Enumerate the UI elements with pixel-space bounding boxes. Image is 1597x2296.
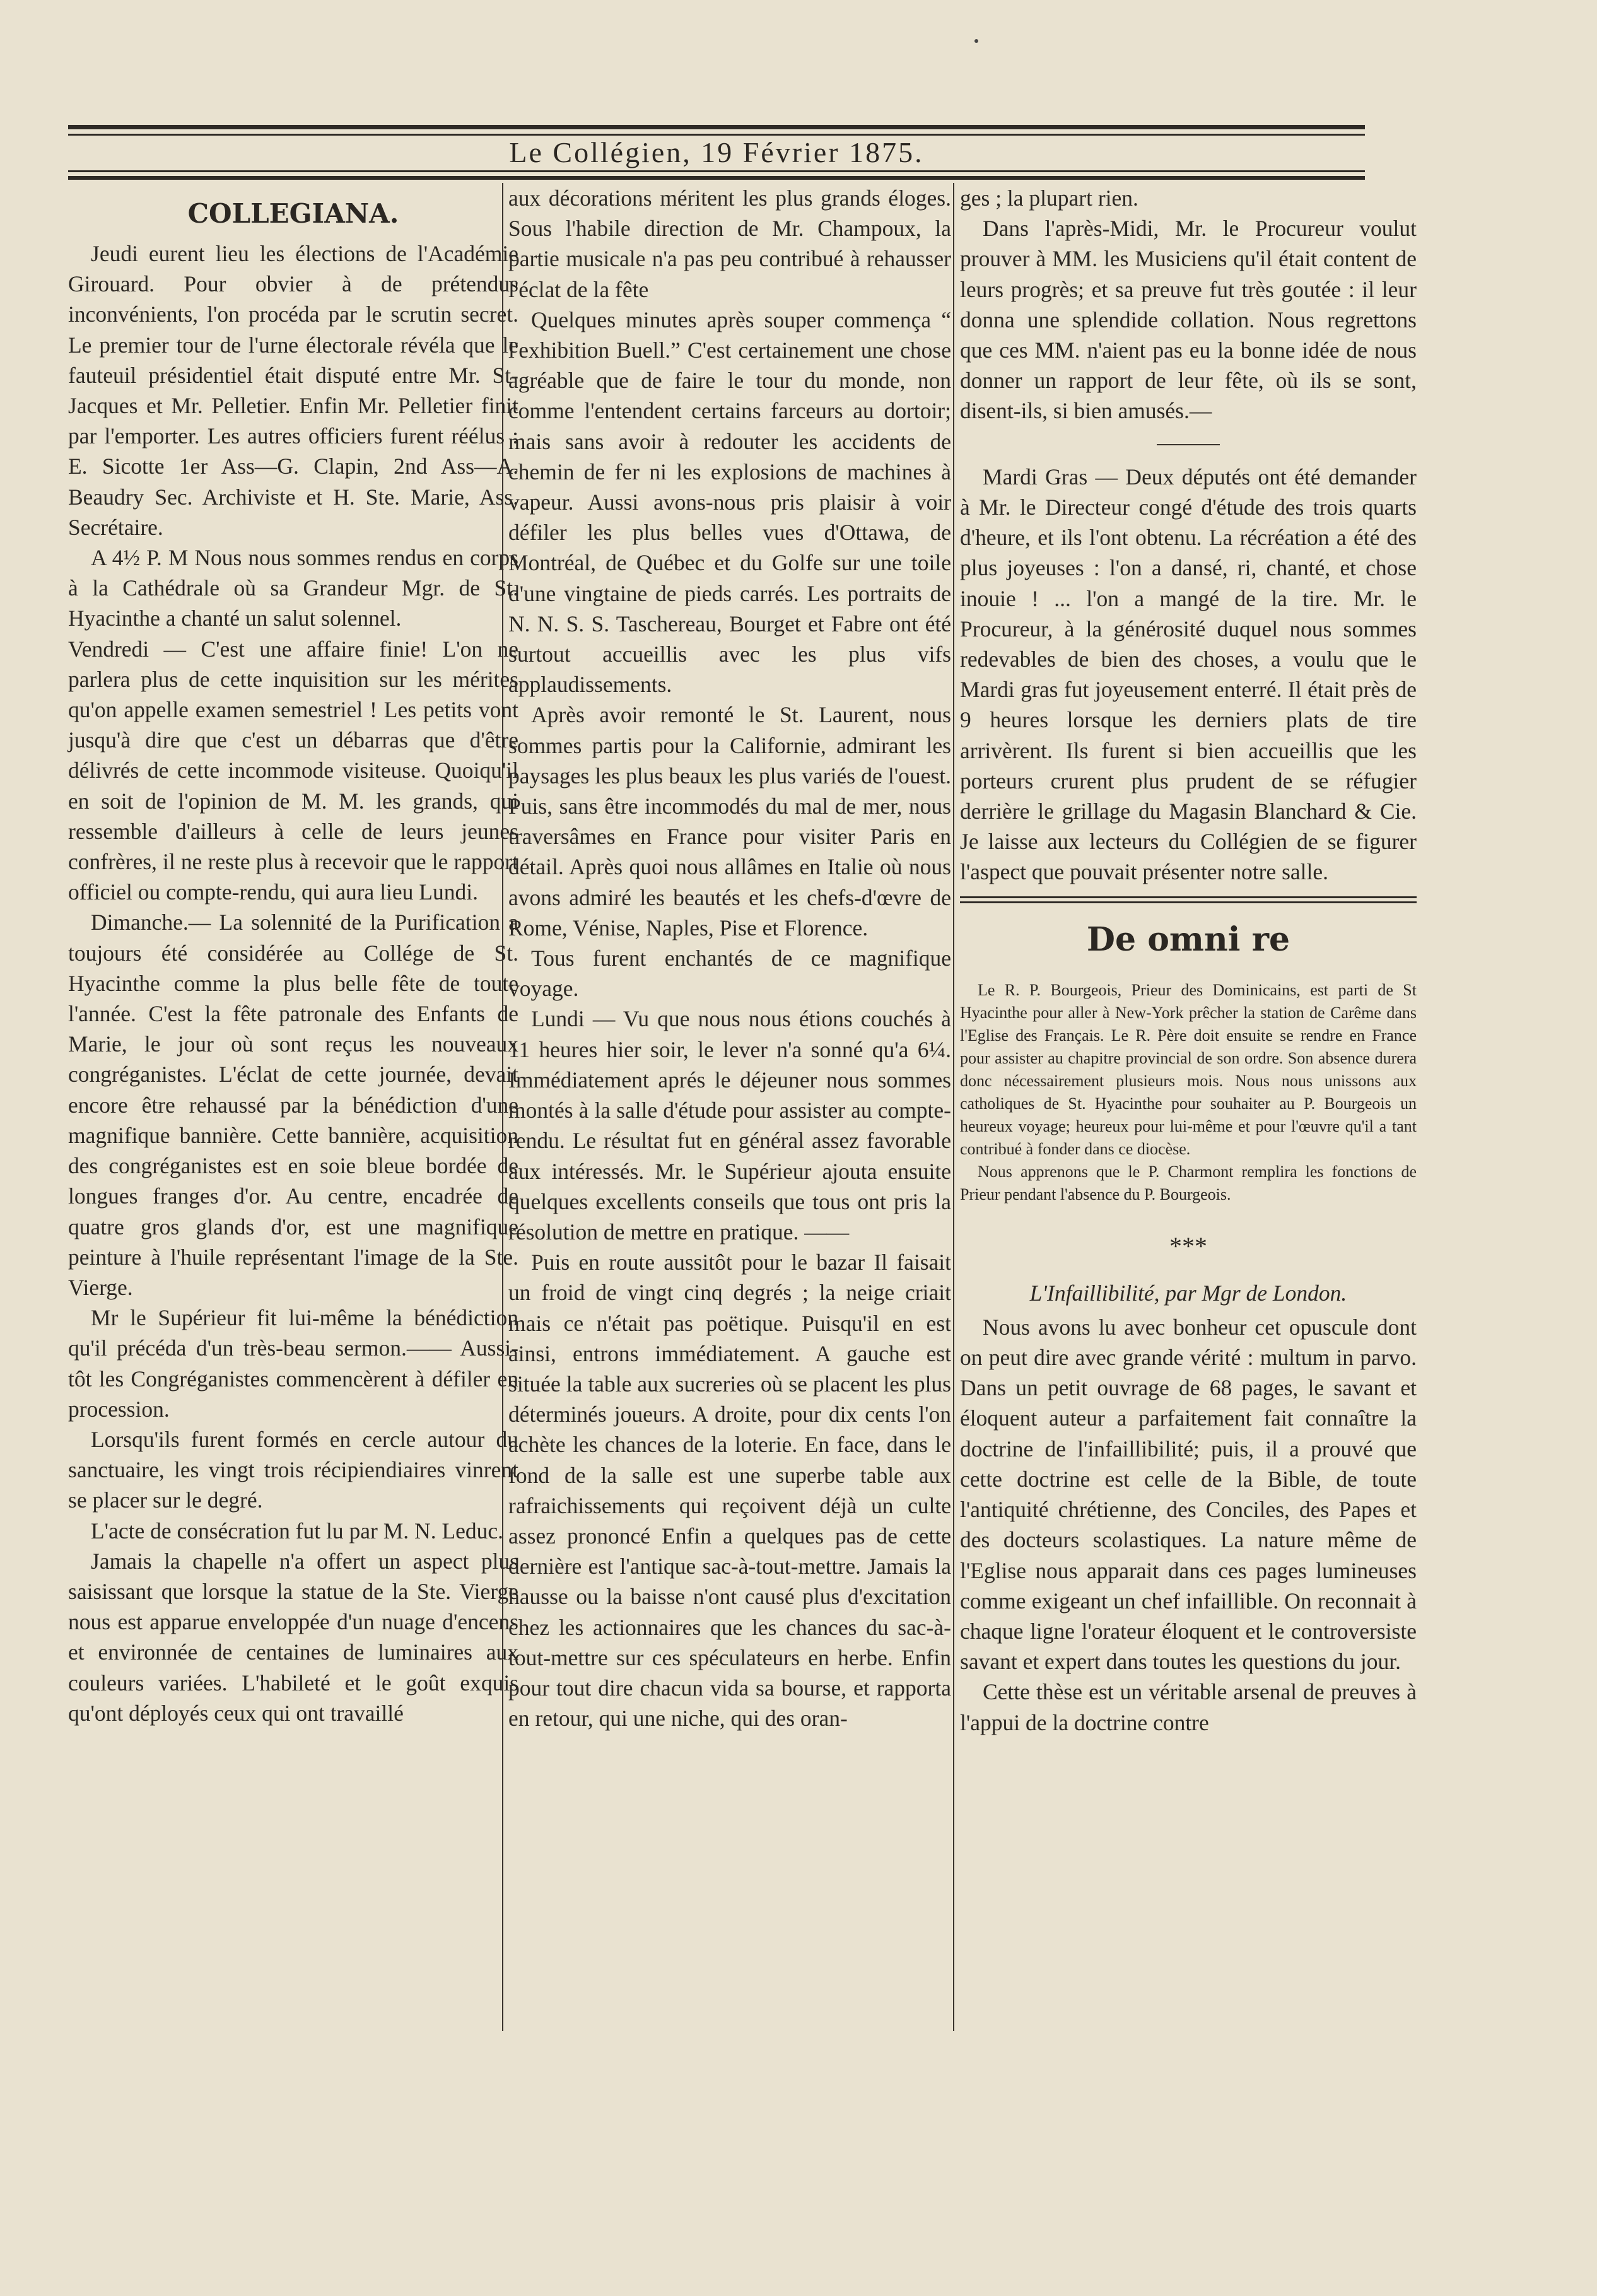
paragraph: Mr le Supérieur fit lui-même la bénédiction qu'il précéda d'un très-beau sermon.—— Aussi-tôt les Congréganistes commencèrent à défiler en procession.: [68, 1305, 518, 1422]
header-rule-top: [68, 125, 1365, 129]
separator: [960, 428, 1417, 458]
news-brief: [960, 979, 1417, 1206]
article-title-infaillibilite: L'Infaillibilité, par Mgr de London.: [1029, 1280, 1347, 1306]
paragraph: Nous avons lu avec bonheur cet opuscule dont on peut dire avec grande vérité : multum in parvo. Dans un petit ouvrage de 68 pages, le savant et éloquent auteur a parfaitement fait connaître la doctrine de l'infaillibilité; puis, il a prouvé que cette doctrine est celle de la Bible, de toute l'antiquité chrétienne, des Conciles, des Papes et des docteurs scolastiques. La nature même de l'Eglise nous apparait dans ces pages lumineuses comme exigeant un chef infaillible. On reconnait à chaque ligne l'orateur éloquent et le controversiste savant et expert dans toutes les questions du jour.: [960, 1314, 1417, 1675]
section-rule: [960, 896, 1417, 903]
header-rule-bottom: [68, 176, 1365, 180]
ink-speck: [974, 39, 978, 43]
paragraph: Lundi — Vu que nous nous étions couchés à 11 heures hier soir, le lever n'a sonné qu'a 6¼. Immédiatement aprés le déjeuner nous sommes montés à la salle d'étude pour assister au compte-rendu. Le résultat fut en général assez favorable aux intéressés. Mr. le Supérieur ajouta ensuite quelques excellents conseils que tous ont pris la résolution de mettre en pratique. ——: [508, 1006, 951, 1245]
paragraph: Lorsqu'ils furent formés en cercle autour du sanctuaire, les vingt trois récipiendiaires vinrent se placer sur le degré.: [68, 1426, 518, 1513]
brief-paragraph: Nous apprenons que le P. Charmont remplira les fonctions de Prieur pendant l'absence du P. Bourgeois.: [960, 1162, 1417, 1204]
paragraph: aux décorations méritent les plus grands éloges. Sous l'habile direction de Mr. Champoux, la partie musicale n'a pas peu contribué à rehausser l'éclat de la fête: [508, 185, 951, 302]
paragraph: Puis en route aussitôt pour le bazar Il faisait un froid de vingt cinq degrés ; la neige criait mais ce n'était pas poëtique. Puisqu'il en est ainsi, entrons immédiatement. A gauche est située la table aux sucreries où se placent les plus déterminés joueurs. A droite, pour dix cents l'on achète les chances de la loterie. En face, dans le fond de la salle est une superbe table aux rafraichissements qui reçoivent déjà un culte assez prononcé Enfin a quelques pas de cette dernière est l'antique sac-à-tout-mettre. Jamais la hausse ou la baisse n'ont causé plus d'excitation chez les actionnaires que les chances du sac-à-tout-mettre sur ces spéculateurs en herbe. Enfin pour tout dire chacun vida sa bourse, et rapporta en retour, qui une niche, qui des oran-: [508, 1250, 951, 1731]
paragraph: A 4½ P. M Nous nous sommes rendus en corps à la Cathédrale où sa Grandeur Mgr. de St. Hyacinthe a chanté un salut solennel.: [68, 545, 518, 631]
running-header: Le Collégien, 19 Février 1875.: [509, 136, 924, 168]
paragraph: ges ; la plupart rien.: [960, 185, 1138, 211]
column-2: [508, 183, 951, 2050]
section-title-collegiana: COLLEGIANA.: [187, 198, 399, 229]
paragraph: L'acte de consécration fut lu par M. N. Leduc.: [91, 1518, 504, 1543]
section-title-de-omni-re: De omni re: [1086, 920, 1290, 959]
paragraph: Dans l'après-Midi, Mr. le Procureur voulut prouver à MM. les Musiciens qu'il était content de leurs progrès; et sa preuve fut très goutée : il leur donna une splendide collation. Nous regrettons que ces MM. n'aient pas eu la bonne idée de nous donner un rapport de leur fête, où ils se sont, disent-ils, si bien amusés.—: [960, 216, 1417, 424]
paragraph: Dimanche.— La solennité de la Purification a toujours été considérée au Collége de St. Hyacinthe comme la plus belle fête de toute l'année. C'est la fête patronale des Enfants de Marie, le jour où sont reçus les nouveaux congréganistes. L'éclat de cette journée, devait encore être rehaussé par la bénédiction d'une magnifique bannière. Cette bannière, acquisition des congréganistes est en soie bleue bordée de longues franges d'or. Au centre, encadrée de quatre gros glands d'or, est une magnifique peinture à l'huile représentant l'image de la Ste. Vierge.: [68, 910, 518, 1300]
paragraph: Jamais la chapelle n'a offert un aspect plus saisissant que lorsque la statue de la Ste. Vierge nous est apparue enveloppée d'un nuage d'encens et environnée de centaines de luminaires aux couleurs variées. L'habileté et le goût exquis qu'ont déployés ceux qui ont travaillé: [68, 1548, 518, 1726]
paragraph: Tous furent enchantés de ce magnifique voyage.: [508, 946, 951, 1002]
asterism: *⁠*⁠*: [1169, 1231, 1207, 1260]
column-3: [960, 183, 1417, 2050]
paragraph: Quelques minutes après souper commença “ l'exhibition Buell.” C'est certainement une chose agréable que de faire le tour du monde, non comme l'entendent certains farceurs au dortoir; mais sans avoir à redouter les accidents de chemin de fer ni les explosions de machines à vapeur. Aussi avons-nous pris plaisir à voir défiler les plus belles vues d'Ottawa, de Montréal, de Québec et du Golfe sur une toile d'une vingtaine de pieds carrés. Les portraits de N. N. S. S. Taschereau, Bourget et Fabre ont été surtout accueillis avec les plus vifs applaudissements.: [508, 307, 951, 698]
paragraph: Cette thèse est un véritable arsenal de preuves à l'appui de la doctrine contre: [960, 1679, 1417, 1735]
header-rule-bottom-thin: [68, 170, 1365, 172]
paragraph: Jeudi eurent lieu les élections de l'Académie Girouard. Pour obvier à de prétendus inconvénients, l'on procéda par le scrutin secret. Le premier tour de l'urne électorale révéla que le fauteuil présidentiel était disputé entre Mr. St-Jacques et Mr. Pelletier. Enfin Mr. Pelletier finit par l'emporter. Les autres officiers furent réélus : E. Sicotte 1er Ass—G. Clapin, 2nd Ass—A. Beaudry Sec. Archiviste et H. Ste. Marie, Ass. Secrétaire.: [68, 241, 518, 540]
paragraph: Mardi Gras — Deux députés ont été demander à Mr. le Directeur congé d'étude des trois quarts d'heure, et ils l'ont obtenu. La récréation a été des plus joyeuses : l'on a dansé, ri, chanté, et chose inouie ! ... l'on a mangé de la tire. Mr. le Procureur, à la générosité duquel nous sommes redevables de bien des choses, a voulu que le Mardi gras fut joyeusement enterré. Il était près de 9 heures lorsque les derniers plats de tire arrivèrent. Ils furent si bien accueillis que les porteurs crurent plus prudent de se réfugier derrière le grillage du Magasin Blanchard & Cie. Je laisse aux lecteurs du Collégien de se figurer l'aspect que pouvait présenter notre salle.: [960, 464, 1417, 885]
paragraph: Vendredi — C'est une affaire finie! L'on ne parlera plus de cette inquisition sur les mérites qu'on appelle examen semestriel ! Les petits vont jusqu'à dire que c'est un débarras que d'être délivrés de cette incommode visiteuse. Quoiqu'il en soit de l'opinion de M. M. les grands, qui ressemble d'ailleurs à celle de leurs jeunes confrères, il ne reste plus à recevoir que le rapport officiel ou compte-rendu, qui aura lieu Lundi.: [68, 636, 518, 905]
paragraph: Après avoir remonté le St. Laurent, nous sommes partis pour la Californie, admirant les paysages les plus beaux les plus variés de l'ouest. Puis, sans être incommodés du mal de mer, nous traversâmes en France pour visiter Paris en détail. Après quoi nous allâmes en Italie où nous avons admiré les beautés et les chefs-d'œvre de Rome, Vénise, Naples, Pise et Florence.: [508, 702, 951, 940]
column-divider-2: [953, 183, 954, 2031]
column-1: [68, 183, 518, 2050]
brief-paragraph: Le R. P. Bourgeois, Prieur des Dominicains, est parti de St Hyacinthe pour aller à New-York prêcher la station de Carême dans l'Eglise des Français. Le R. Père doit ensuite se rendre en France pour assister au chapitre provincial de son ordre. Son absence durera donc nécessairement plusieurs mois. Nous nous unissons aux catholiques de St. Hyacinthe pour souhaiter au P. Bourgeois un heureux voyage; heureux pour lui-même et pour l'œuvre qu'il a tant contribué à fonder dans ce diocèse.: [960, 980, 1417, 1158]
